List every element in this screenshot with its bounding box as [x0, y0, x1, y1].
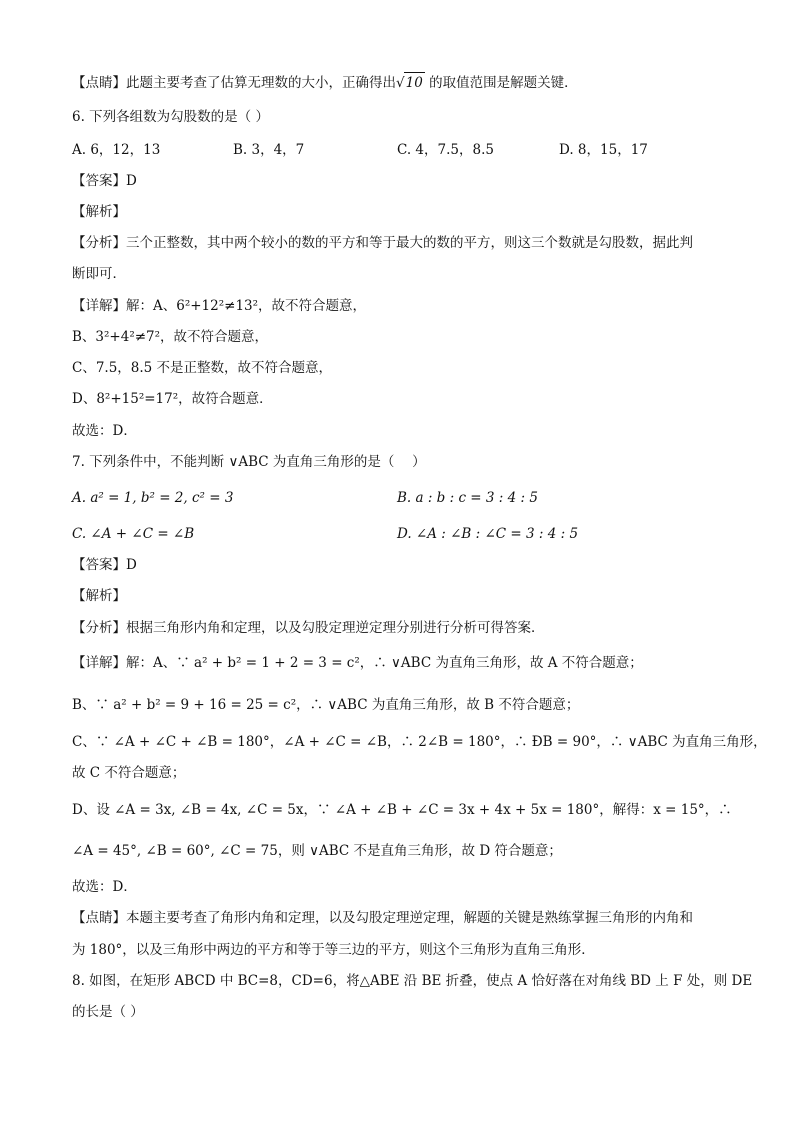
q7-xiangjie-line6: ∠A = 45°, ∠B = 60°, ∠C = 75，则 ∨ABC 不是直角三角形，故 D 符合题意； — [72, 843, 562, 859]
q7-dianjing-line2: 为 180°，以及三角形中两边的平方和等于等三边的平方，则这个三角形为直角三角形． — [72, 942, 595, 958]
q6-option-c: C. 4，7.5，8.5 — [397, 142, 494, 158]
q6-xiangjie-line3: C、7.5，8.5 不是正整数，故不符合题意， — [72, 360, 333, 376]
q6-xiangjie-line1: 【详解】解：A、6²+12²≠13²，故不符合题意， — [72, 298, 367, 314]
sqrt-sign: √ — [396, 75, 405, 91]
q6-xiangjie-line2: B、3²+4²≠7²，故不符合题意， — [72, 329, 269, 345]
q6-option-a: A. 6，12，13 — [72, 142, 161, 158]
q6-answer: 【答案】D — [72, 173, 137, 189]
q7-dianjing-line1: 【点睛】本题主要考查了角形内角和定理，以及勾股定理逆定理，解题的关键是熟练掌握三角形的内角和 — [72, 910, 693, 926]
q7-option-b: B. a : b : c = 3 : 4 : 5 — [397, 490, 538, 506]
q6-fenxi-line1: 【分析】三个正整数，其中两个较小的数的平方和等于最大的数的平方，则这三个数就是勾股数，据此判 — [72, 235, 693, 251]
dianjing-text-rest: 的取值范围是解题关键． — [424, 75, 578, 91]
sqrt-argument: 10 — [404, 72, 425, 93]
question-8-line1: 8. 如图，在矩形 ABCD 中 BC=8，CD=6，将△ABE 沿 BE 折叠，使点 A 恰好落在对角线 BD 上 F 处，则 DE — [72, 973, 753, 989]
question-7: 7. 下列条件中，不能判断 ∨ABC 为直角三角形的是（ ） — [72, 454, 426, 470]
q7-option-c: C. ∠A + ∠C = ∠B — [72, 526, 195, 542]
q7-jiexi-label: 【解析】 — [72, 588, 126, 604]
q6-option-d: D. 8，15，17 — [559, 142, 648, 158]
q7-option-a: A. a² = 1, b² = 2, c² = 3 — [72, 490, 234, 506]
dianjing-text: 【点睛】此题主要考查了估算无理数的大小，正确得出 — [72, 75, 396, 91]
q7-xiangjie-line1: 【详解】解：A、∵ a² + b² = 1 + 2 = 3 = c²，∴ ∨ABC 为直角三角形，故 A 不符合题意； — [72, 655, 643, 671]
q7-answer: 【答案】D — [72, 557, 137, 573]
q7-option-d: D. ∠A : ∠B : ∠C = 3 : 4 : 5 — [397, 526, 579, 542]
q6-xiangjie-line5: 故选：D． — [72, 423, 137, 439]
q7-xiangjie-line4: 故 C 不符合题意； — [72, 765, 186, 781]
q7-xiangjie-line5: D、设 ∠A = 3x, ∠B = 4x, ∠C = 5x，∵ ∠A + ∠B + ∠C = 3x + 4x + 5x = 180°，解得：x = 15°，∴ — [72, 802, 732, 818]
question-8-line2: 的长是（ ） — [72, 1004, 144, 1020]
q7-xiangjie-line3: C、∵ ∠A + ∠C + ∠B = 180°，∠A + ∠C = ∠B，∴ 2∠B = 180°，∴ ÐB = 90°，∴ ∨ABC 为直角三角形， — [72, 734, 767, 750]
q7-xiangjie-line7: 故选：D． — [72, 879, 137, 895]
q6-xiangjie-line4: D、8²+15²=17²，故符合题意． — [72, 391, 273, 407]
dianjing-line-q5 — [72, 72, 578, 93]
q6-fenxi-line2: 断即可． — [72, 266, 126, 282]
q7-xiangjie-line2: B、∵ a² + b² = 9 + 16 = 25 = c²，∴ ∨ABC 为直角三角形，故 B 不符合题意； — [72, 697, 580, 713]
q7-fenxi: 【分析】根据三角形内角和定理，以及勾股定理逆定理分别进行分析可得答案． — [72, 620, 545, 636]
question-6: 6. 下列各组数为勾股数的是（ ） — [72, 109, 269, 125]
q6-jiexi-label: 【解析】 — [72, 204, 126, 220]
q6-option-b: B. 3，4，7 — [233, 142, 305, 158]
